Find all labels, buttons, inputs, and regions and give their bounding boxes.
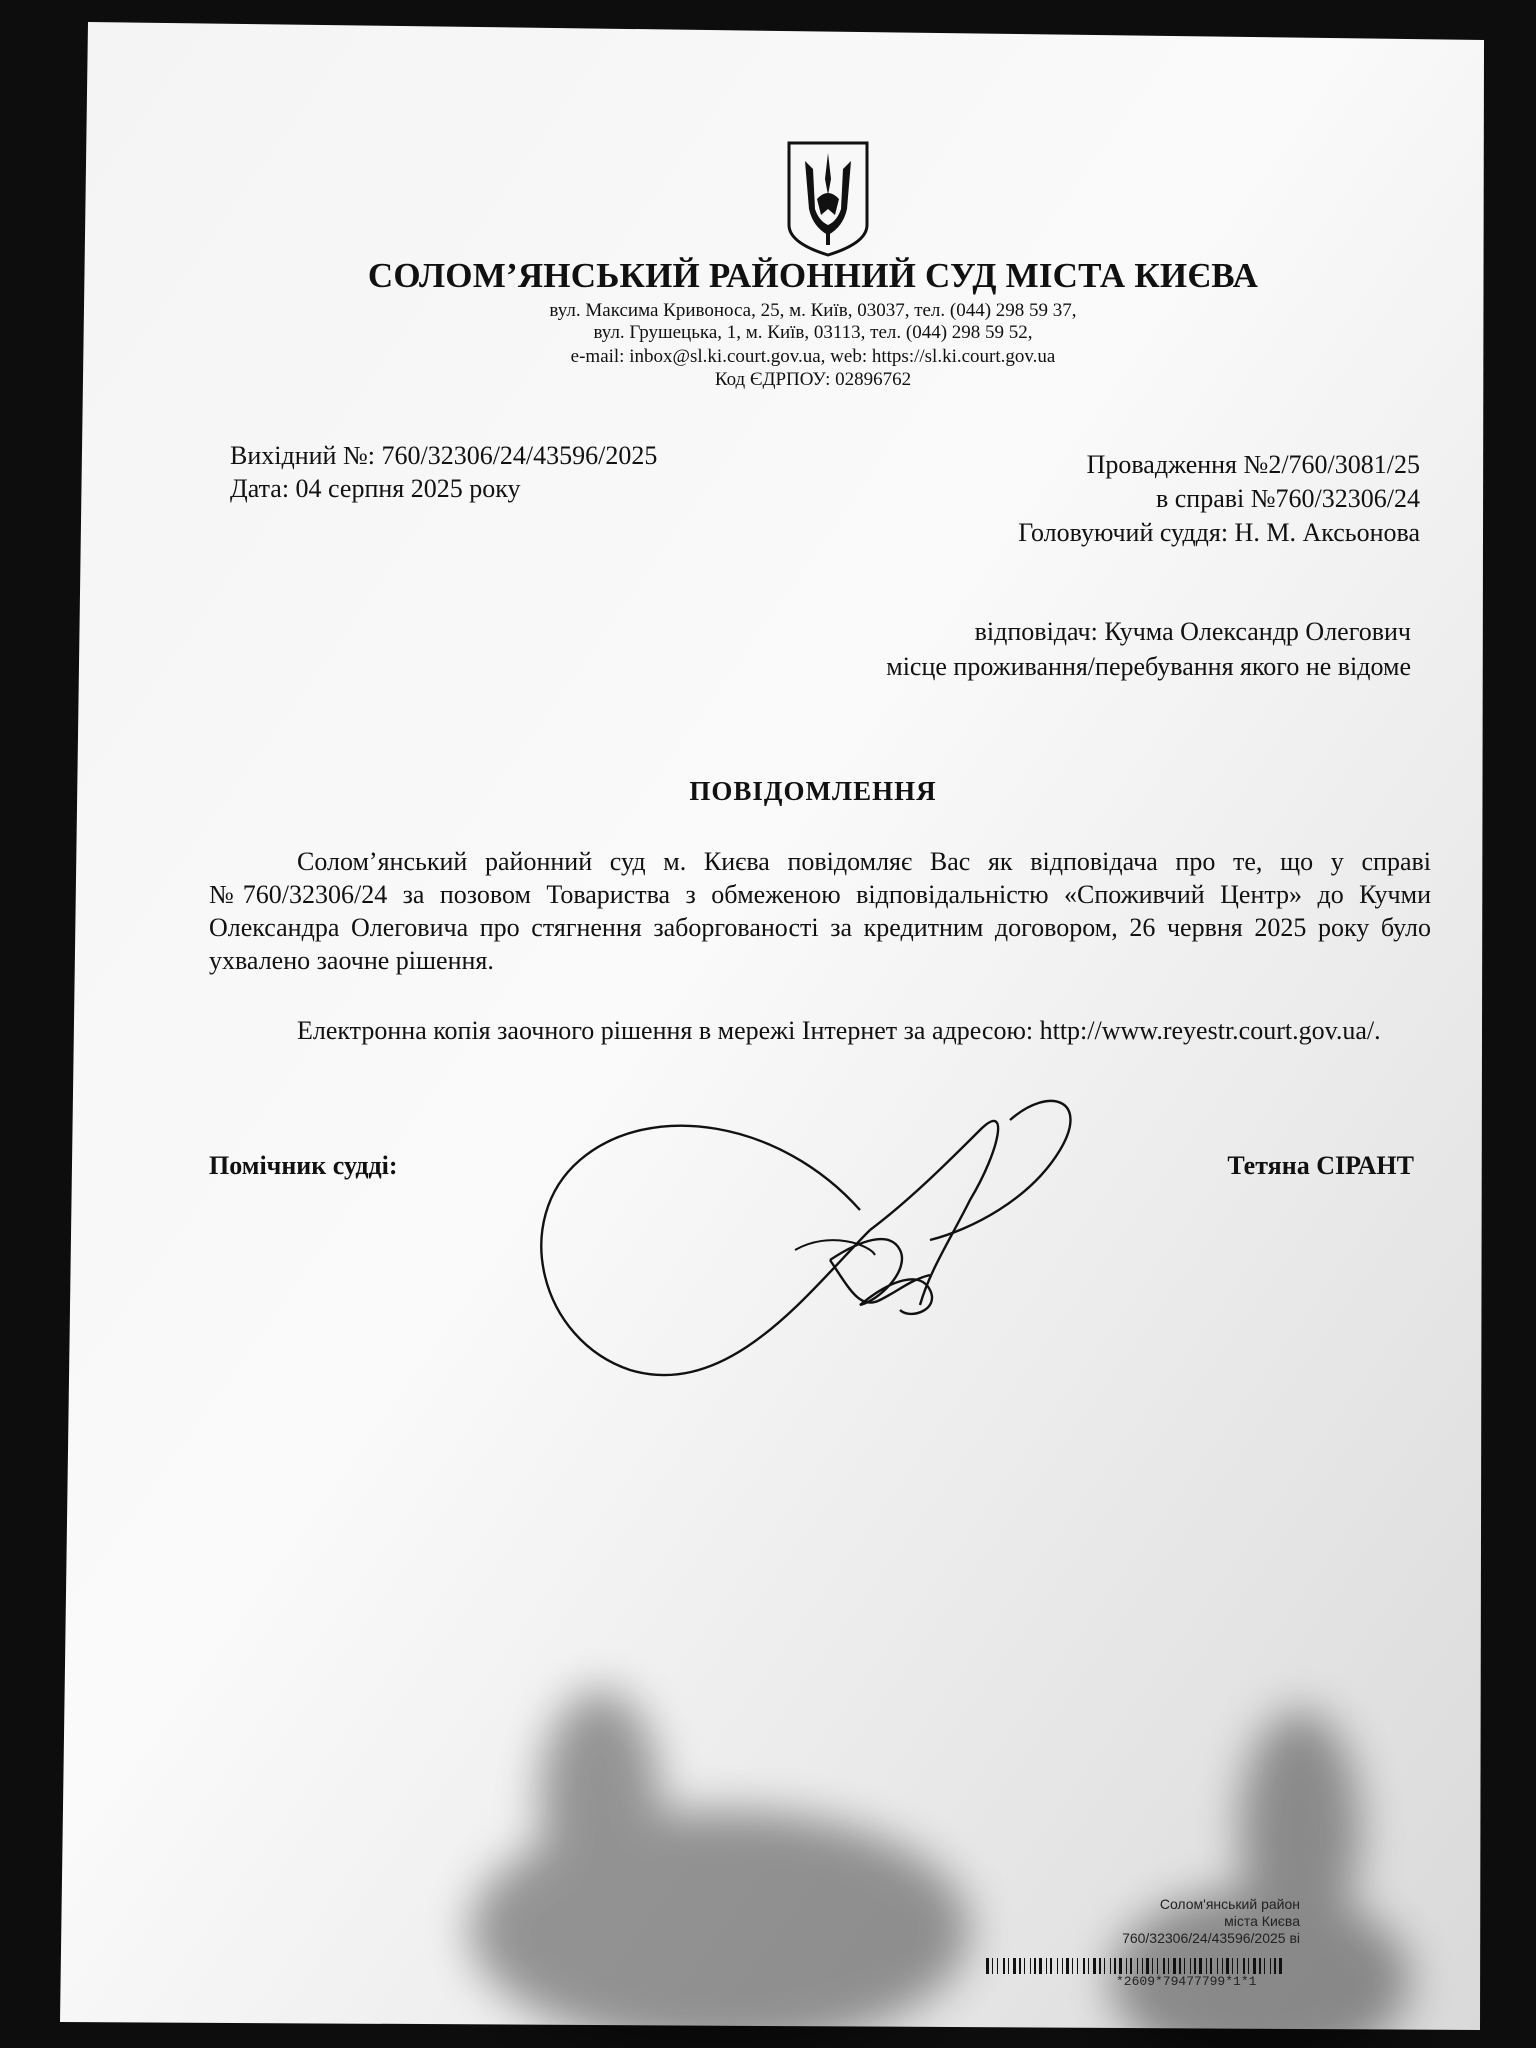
notice-title: ПОВІДОМЛЕННЯ bbox=[689, 776, 937, 806]
stamp-number-line: 760/32306/24/43596/2025 ві bbox=[1122, 1930, 1300, 1946]
notice-paragraph bbox=[209, 845, 1431, 977]
signer-role: Помічник судді: bbox=[209, 1151, 398, 1180]
barcode bbox=[986, 1958, 1286, 1974]
registration-stamp bbox=[1040, 1896, 1300, 1947]
addressee-residence: місце проживання/перебування якого не відоме bbox=[886, 652, 1411, 681]
signer-name: Тетяна СІРАНТ bbox=[1227, 1151, 1414, 1180]
presiding-judge: Головуючий суддя: Н. М. Аксьонова bbox=[1018, 518, 1420, 547]
notice-link-text: Електронна копія заочного рішення в мережі Інтернет за адресою: http://www.reyestr.court.gov.ua/. bbox=[297, 1016, 1381, 1045]
proceeding-number: Провадження №2/760/3081/25 bbox=[1086, 450, 1420, 479]
case-number: в справі №760/32306/24 bbox=[1155, 484, 1420, 513]
court-code-line: Код ЄДРПОУ: 02896762 bbox=[714, 369, 912, 390]
addressee-defendant: відповідач: Кучма Олександр Олегович bbox=[974, 617, 1411, 646]
court-name: СОЛОМ’ЯНСЬКИЙ РАЙОННИЙ СУД МІСТА КИЄВА bbox=[367, 256, 1259, 295]
court-address-line: вул. Максима Кривоноса, 25, м. Київ, 03037, тел. (044) 298 59 37, bbox=[549, 300, 1077, 321]
notice-link-paragraph bbox=[209, 1014, 1431, 1047]
barcode-number: *2609*79477799*1*1 bbox=[1116, 1974, 1257, 1989]
court-address-line: вул. Грушецька, 1, м. Київ, 03113, тел. (044) 298 59 52, bbox=[593, 322, 1033, 343]
notice-paragraph-text: Солом’янський районний суд м. Києва повідомляє Вас як відповідача про те, що у справі №760/32306/24 за позовом Товариства з обмеженою відповідальністю «Споживчий Центр» до Кучми Олександра Олеговича про стягнення заборгованості за кредитним договором, 26 червня 2025 року було ухвалено заочне рішення. bbox=[209, 847, 1431, 975]
handwritten-signature bbox=[530, 1090, 1110, 1390]
stamp-court-line: Солом'янський район bbox=[1159, 1896, 1300, 1912]
stamp-city-line: міста Києва bbox=[1224, 1913, 1300, 1929]
outgoing-number: Вихідний №: 760/32306/24/43596/2025 bbox=[230, 441, 658, 470]
document-date: Дата: 04 серпня 2025 року bbox=[230, 474, 521, 503]
tryzub-coat-of-arms-icon bbox=[783, 139, 873, 257]
court-contacts-line: e-mail: inbox@sl.ki.court.gov.ua, web: https://sl.ki.court.gov.ua bbox=[570, 346, 1056, 367]
